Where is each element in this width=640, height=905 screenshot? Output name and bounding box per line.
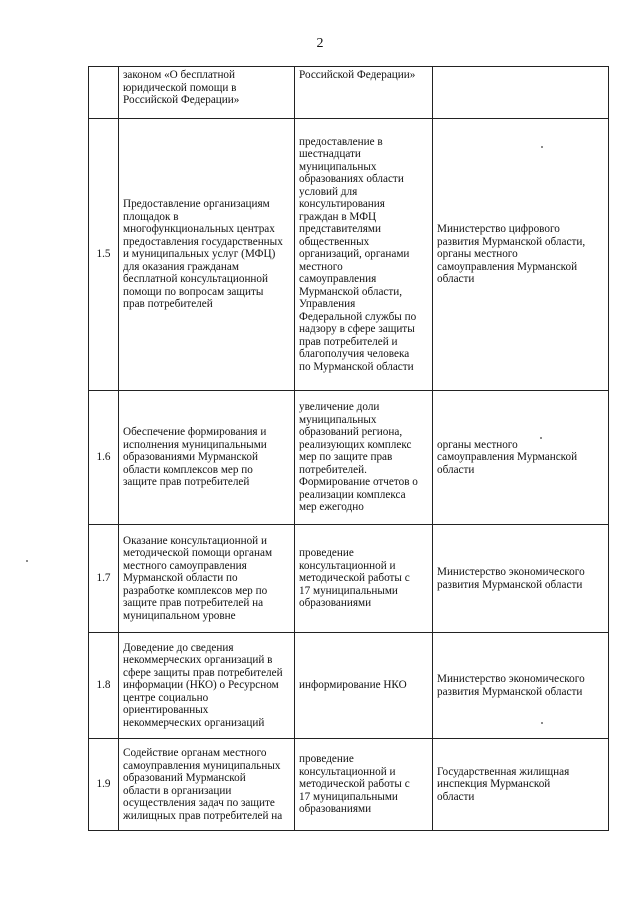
row-number-cell <box>89 739 119 831</box>
row-number-cell <box>89 119 119 391</box>
table-row <box>89 525 609 633</box>
row-number-cell <box>89 391 119 525</box>
action-text: Содействие органам местного самоуправления муниципальных образований Мурманской области в организации осуществления задач по защите жилищных прав потребителей на <box>123 747 283 822</box>
action-cell <box>119 739 295 831</box>
row-number: 1.9 <box>96 778 111 791</box>
result-cell <box>295 391 433 525</box>
row-number-cell <box>89 525 119 633</box>
executor-text: Государственная жилищная инспекция Мурманской области <box>437 765 570 803</box>
table-row <box>89 119 609 391</box>
action-text: законом «О бесплатной юридической помощи в Российской Федерации» <box>123 69 240 106</box>
executor-cell <box>433 391 609 525</box>
action-text: Предоставление организациям площадок в многофункциональных центрах предоставления государственных и муниципальных услуг (МФЦ) для оказания гражданам бесплатной консультационной помощи по вопросам защиты прав потребителей <box>123 198 283 311</box>
executor-text: Министерство цифрового развития Мурманской области, органы местного самоуправления Мурманской области <box>437 223 586 286</box>
table-row <box>89 67 609 119</box>
row-number: 1.8 <box>96 679 111 692</box>
executor-cell <box>433 525 609 633</box>
table-row <box>89 739 609 831</box>
row-number-cell <box>89 67 119 119</box>
executor-cell <box>433 633 609 739</box>
row-number: 1.7 <box>96 572 111 585</box>
action-text: Оказание консультационной и методической помощи органам местного самоуправления Мурманской области по разработке комплексов мер по защите прав потребителей на муниципальном уровне <box>123 534 273 622</box>
result-text: информирование НКО <box>299 679 407 692</box>
scan-speck <box>540 437 542 439</box>
result-cell <box>295 67 433 119</box>
action-text: Обеспечение формирования и исполнения муниципальными образованиями Мурманской области комплексов мер по защите прав потребителей <box>123 426 267 489</box>
action-cell <box>119 67 295 119</box>
result-cell <box>295 525 433 633</box>
measures-table <box>88 66 609 831</box>
executor-text: Министерство экономического развития Мурманской области <box>437 566 585 591</box>
result-text: проведение консультационной и методической работы с 17 муниципальными образованиями <box>299 547 410 610</box>
result-text: проведение консультационной и методической работы с 17 муниципальными образованиями <box>299 753 410 816</box>
scan-speck <box>541 722 543 724</box>
action-cell <box>119 391 295 525</box>
result-text: предоставление в шестнадцати муниципальных образованиях области условий для консультирования граждан в МФЦ представителями общественных организаций, органами местного самоуправления Мурманской области, Управления Федеральной службы по надзору в сфере защиты прав потребителей и благополучия человека по Мурманской области <box>299 135 417 373</box>
scan-speck <box>541 146 543 148</box>
table-row <box>89 633 609 739</box>
executor-text: Министерство экономического развития Мурманской области <box>437 673 585 698</box>
row-number: 1.6 <box>96 451 111 464</box>
table-row <box>89 391 609 525</box>
executor-cell <box>433 119 609 391</box>
scan-speck <box>26 560 28 562</box>
result-text: увеличение доли муниципальных образований региона, реализующих комплекс мер по защите прав потребителей. Формирование отчетов о реализации комплекса мер ежегодно <box>299 401 418 514</box>
executor-cell <box>433 67 609 119</box>
action-cell <box>119 633 295 739</box>
action-cell <box>119 119 295 391</box>
executor-cell <box>433 739 609 831</box>
page-number: 2 <box>316 36 324 51</box>
action-cell <box>119 525 295 633</box>
result-text: Российской Федерации» <box>299 69 416 81</box>
row-number: 1.5 <box>96 248 111 261</box>
result-cell <box>295 119 433 391</box>
result-cell <box>295 633 433 739</box>
result-cell <box>295 739 433 831</box>
executor-text: органы местного самоуправления Мурманской области <box>437 438 578 476</box>
row-number-cell <box>89 633 119 739</box>
action-text: Доведение до сведения некоммерческих организаций в сфере защиты прав потребителей информации (НКО) о Ресурсном центре социально ориентированных некоммерческих организаций <box>123 641 283 729</box>
